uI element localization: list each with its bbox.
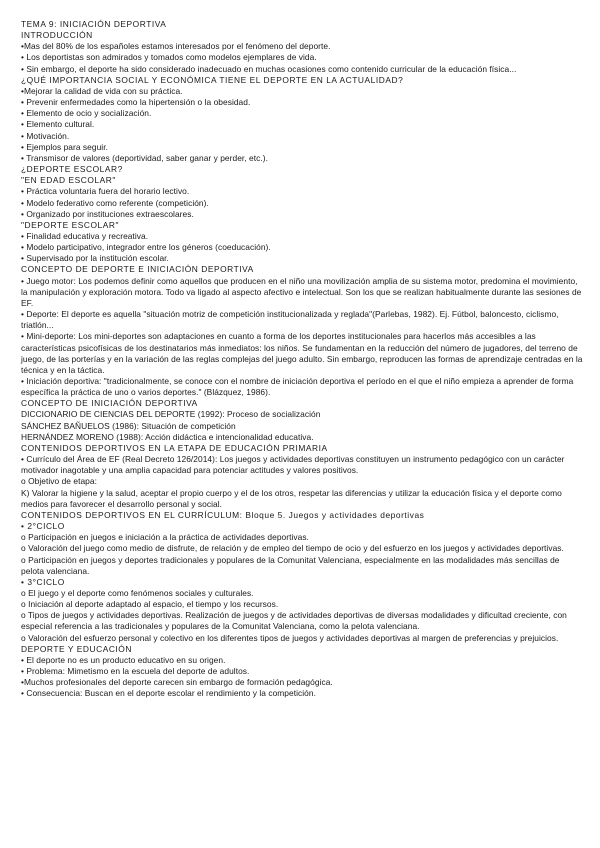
section-heading: ¿QUÉ IMPORTANCIA SOCIAL Y ECONÓMICA TIENE EL DEPORTE EN LA ACTUALIDAD? (21, 74, 404, 85)
body-line: DICCIONARIO DE CIENCIAS DEL DEPORTE (1992): Proceso de socialización (21, 409, 321, 420)
body-line: • Elemento cultural. (21, 119, 95, 130)
body-line: • Elemento de ocio y socialización. (21, 108, 152, 119)
body-line: o Iniciación al deporte adaptado al espacio, el tiempo y los recursos. (21, 599, 279, 610)
section-heading: "EN EDAD ESCOLAR" (21, 175, 116, 186)
section-heading: • 2°CICLO (21, 521, 65, 532)
body-line: o Valoración del esfuerzo personal y colectivo en los diferentes tipos de juegos y actividades deportivas al margen de preferencias y prejuicios. (21, 632, 559, 643)
body-line: SÁNCHEZ BAÑUELOS (1986): Situación de competición (21, 420, 236, 431)
document-page (21, 19, 583, 700)
body-line: o El juego y el deporte como fenómenos sociales y culturales. (21, 587, 254, 598)
body-line: o Objetivo de etapa: (21, 476, 97, 487)
section-heading: CONCEPTO DE DEPORTE E INICIACIÓN DEPORTIVA (21, 264, 254, 275)
body-line: • Modelo participativo, integrador entre los géneros (coeducación). (21, 242, 271, 253)
body-line: • Currículo del Área de EF (Real Decreto 126/2014): Los juegos y actividades deportivas constituyen un instrumento pedagógico con un carácter motivador inagotable y una amplia capacidad para potenciar actitudes y valores positivos. (21, 454, 565, 476)
body-line: • Motivación. (21, 130, 70, 141)
body-line: • Consecuencia: Buscan en el deporte escolar el rendimiento y la competición. (21, 688, 316, 699)
body-line: • Prevenir enfermedades como la hipertensión o la obesidad. (21, 97, 251, 108)
body-line: • Práctica voluntaria fuera del horario lectivo. (21, 186, 190, 197)
body-line: •Muchos profesionales del deporte carecen sin embargo de formación pedagógica. (21, 677, 333, 688)
section-heading: "DEPORTE ESCOLAR" (21, 219, 119, 230)
body-line: •Mejorar la calidad de vida con su práctica. (21, 85, 183, 96)
body-line: • Finalidad educativa y recreativa. (21, 230, 149, 241)
section-heading: TEMA 9: INICIACIÓN DEPORTIVA (21, 19, 167, 29)
body-line: o Tipos de juegos y actividades deportivas. Realización de juegos y de actividades deportivas de diversas modalidades y dificultad creciente, con especial referencia a las tradicionales y populares de la Comunitat Valenciana, como la pelota valenciana. (21, 610, 567, 632)
body-line: o Valoración del juego como medio de disfrute, de relación y de empleo del tiempo de ocio y del esfuerzo en los juegos y actividades deportivas. (21, 543, 564, 554)
body-line: • Iniciación deportiva: "tradicionalmente, se conoce con el nombre de iniciación deportiva el período en el que el niño empieza a aprender de forma específica la práctica de uno o varios deportes." (Blázquez, 1986). (21, 376, 574, 398)
body-line: • Deporte: El deporte es aquella "situación motriz de competición institucionalizada y reglada"(Parlebas, 1982). Ej. Fútbol, baloncesto, ciclismo, triatlón... (21, 309, 559, 331)
body-line: K) Valorar la higiene y la salud, aceptar el propio cuerpo y el de los otros, respetar las diferencias y utilizar la educación física y el deporte como medios para favorecer el desarrollo personal y social. (21, 487, 562, 509)
section-heading: DEPORTE Y EDUCACIÓN (21, 643, 132, 654)
body-line: • Los deportistas son admirados y tomados como modelos ejemplares de vida. (21, 52, 317, 63)
body-line: • Modelo federativo como referente (competición). (21, 197, 209, 208)
body-line: • Ejemplos para seguir. (21, 141, 108, 152)
body-line: •Mas del 80% de los españoles estamos interesados por el fenómeno del deporte. (21, 41, 331, 52)
body-line: HERNÁNDEZ MORENO (1988): Acción didáctica e intencionalidad educativa. (21, 431, 314, 442)
body-line: o Participación en juegos y deportes tradicionales y populares de la Comunitat Valenciana, especialmente en las modalidades más sencillas de pelota valenciana. (21, 554, 560, 576)
body-line: • Transmisor de valores (deportividad, saber ganar y perder, etc.). (21, 152, 268, 163)
section-heading: INTRODUCCIÓN (21, 30, 93, 41)
section-heading: CONCEPTO DE INICIACIÓN DEPORTIVA (21, 398, 198, 409)
body-line: • Sin embargo, el deporte ha sido considerado inadecuado en muchas ocasiones como contenido curricular de la educación física... (21, 63, 517, 74)
section-heading: CONTENIDOS DEPORTIVOS EN LA ETAPA DE EDUCACIÓN PRIMARIA (21, 442, 328, 453)
section-heading: CONTENIDOS DEPORTIVOS EN EL CURRÍCULUM: Bloque 5. Juegos y actividades deportivas (21, 509, 425, 520)
body-line: • Supervisado por la institución escolar. (21, 253, 169, 264)
section-heading: ¿DEPORTE ESCOLAR? (21, 164, 123, 175)
body-line: o Participación en juegos e iniciación a la práctica de actividades deportivas. (21, 532, 309, 543)
body-line: • Mini-deporte: Los mini-deportes son adaptaciones en cuanto a forma de los deportes institucionales para hacerlos más accesibles a las características psicofísicas de los destinatarios más inmediatos: los niños. Se fundamentan en la reducción del número de jugadores, del terreno de juego, de las porterías y en la variación de las reglas complejas del juego adulto. Sin embargo, reproducen las formas de aprendizaje centradas en la técnica y en la táctica. (21, 331, 583, 375)
body-line: • Juego motor: Los podemos definir como aquellos que producen en el niño una movilización amplia de su sistema motor, predomina el movimiento, la manipulación y exploración motora. Todo va ligado al aspecto afectivo e intelectual. Son los que se realizan habitualmente durante las sesiones de EF. (21, 275, 582, 308)
body-line: • Organizado por instituciones extraescolares. (21, 208, 194, 219)
body-line: • El deporte no es un producto educativo en su origen. (21, 654, 226, 665)
body-line: • Problema: Mimetismo en la escuela del deporte de adultos. (21, 666, 250, 677)
section-heading: • 3°CICLO (21, 576, 65, 587)
